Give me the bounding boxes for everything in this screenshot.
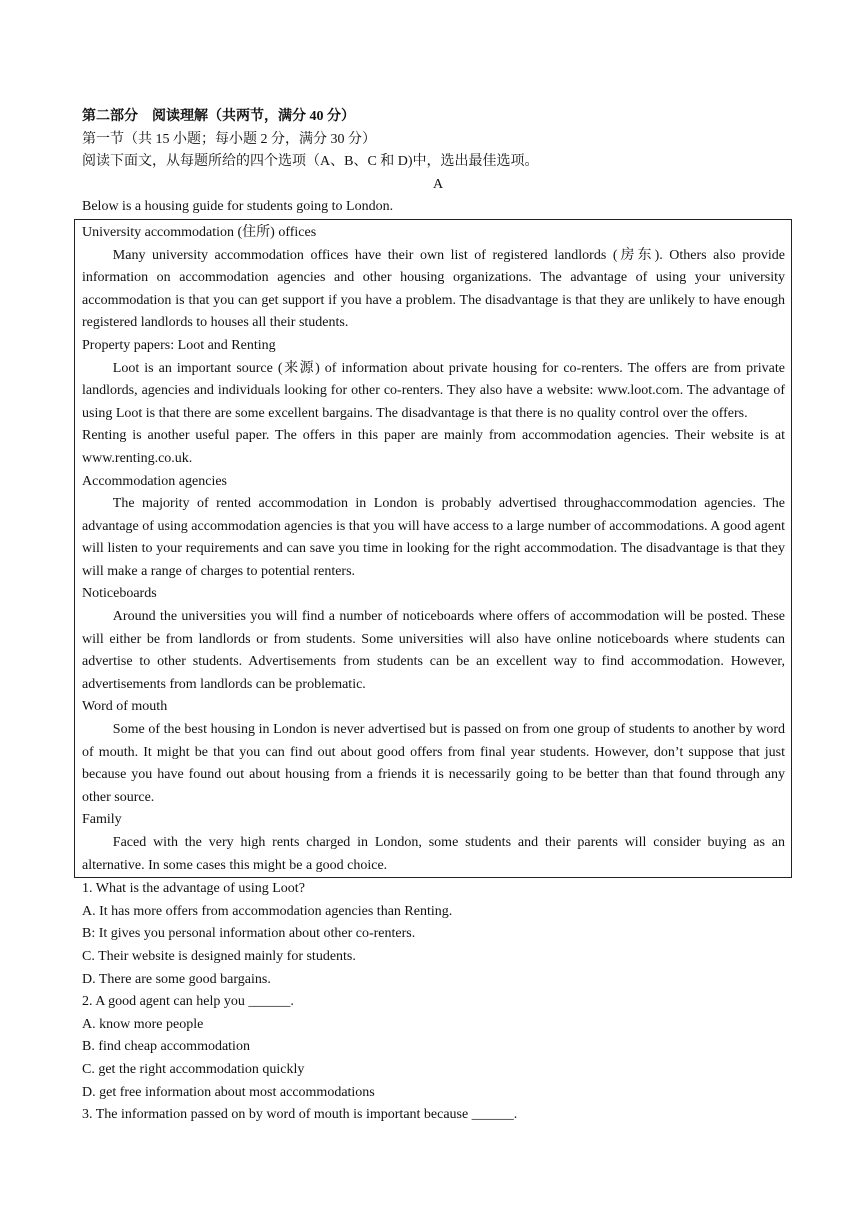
instruction: 阅读下面文，从每题所给的四个选项（A、B、C 和 D)中，选出最佳选项。 [82, 154, 539, 170]
body-papers-renting: Renting is another useful paper. The offers in this paper are mainly from accommodation agencies. Their website is at www.renting.co.uk. [82, 428, 785, 466]
answer-option: A. It has more offers from accommodation agencies than Renting. [82, 903, 453, 919]
housing-guide-box [74, 219, 792, 878]
body-university: Many university accommodation offices have their own list of registered landlords (房东). Others also provide information on accommodation agencies and other housing organizations. The advantage of using your university accommodation is that you can get support if you have a problem. The disadvantage is that they are unlikely to have enough registered landlords to houses all their students. [82, 247, 785, 331]
body-papers: Loot is an important source (来源) of information about private housing for co-renters. The offers are from private landlords, agencies and individuals looking for other co-renters. They also have a website: www.loot.com. The advantage of using Loot is that there are some excellent bargains. The disadvantage is that there is no quality control over the offers. [82, 360, 785, 421]
answer-option: D. There are some good bargains. [82, 971, 271, 987]
question-stem: 1. What is the advantage of using Loot? [82, 881, 305, 897]
passage-intro: Below is a housing guide for students going to London. [82, 199, 394, 215]
answer-option: D. get free information about most accommodations [82, 1084, 375, 1100]
answer-option: B: It gives you personal information about other co-renters. [82, 926, 416, 942]
heading-papers: Property papers: Loot and Renting [82, 337, 276, 353]
questions [82, 878, 794, 1127]
heading-agencies: Accommodation agencies [82, 473, 228, 489]
answer-option: B. find cheap accommodation [82, 1039, 250, 1055]
question-stem: 2. A good agent can help you ______. [82, 994, 294, 1010]
passage-label: A [432, 176, 444, 192]
body-word-of-mouth: Some of the best housing in London is never advertised but is passed on from one group of students to another by word of mouth. It might be that you can find out about good offers from final year students. However, don’t suppose that just because you have found out about housing from a friends it is necessarily going to be better than that found through any other source. [82, 722, 785, 805]
heading-university: University accommodation (住所) offices [82, 224, 317, 240]
exam-page [82, 106, 794, 1127]
section-title: 第二部分 阅读理解（共两节，满分 40 分） [82, 109, 355, 124]
answer-option: C. get the right accommodation quickly [82, 1061, 305, 1077]
heading-noticeboards: Noticeboards [82, 586, 157, 602]
heading-word-of-mouth: Word of mouth [82, 699, 168, 715]
section-subtitle: 第一节（共 15 小题；每小题 2 分，满分 30 分） [82, 131, 376, 147]
heading-family: Family [82, 812, 122, 828]
body-agencies: The majority of rented accommodation in London is probably advertised throughaccommodation agencies. The advantage of using accommodation agencies is that you will have access to a large number of accommodations. A good agent will listen to your requirements and can save you time in looking for the right accommodation. The disadvantage is that they will make a range of charges to potential renters. [82, 496, 785, 579]
answer-option: A. know more people [82, 1016, 204, 1032]
body-family: Faced with the very high rents charged in London, some students and their parents will consider buying as an alternative. In some cases this might be a good choice. [82, 835, 785, 873]
body-noticeboards: Around the universities you will find a number of noticeboards where offers of accommodation will be posted. These will either be from landlords or from students. Some universities will also have online noticeboards where students can advertise to other students. Advertisements from students can be an excellent way to find accommodation. However, advertisements from landlords can be problematic. [82, 609, 785, 692]
question-stem: 3. The information passed on by word of mouth is important because ______. [82, 1107, 518, 1123]
answer-option: C. Their website is designed mainly for students. [82, 948, 356, 964]
